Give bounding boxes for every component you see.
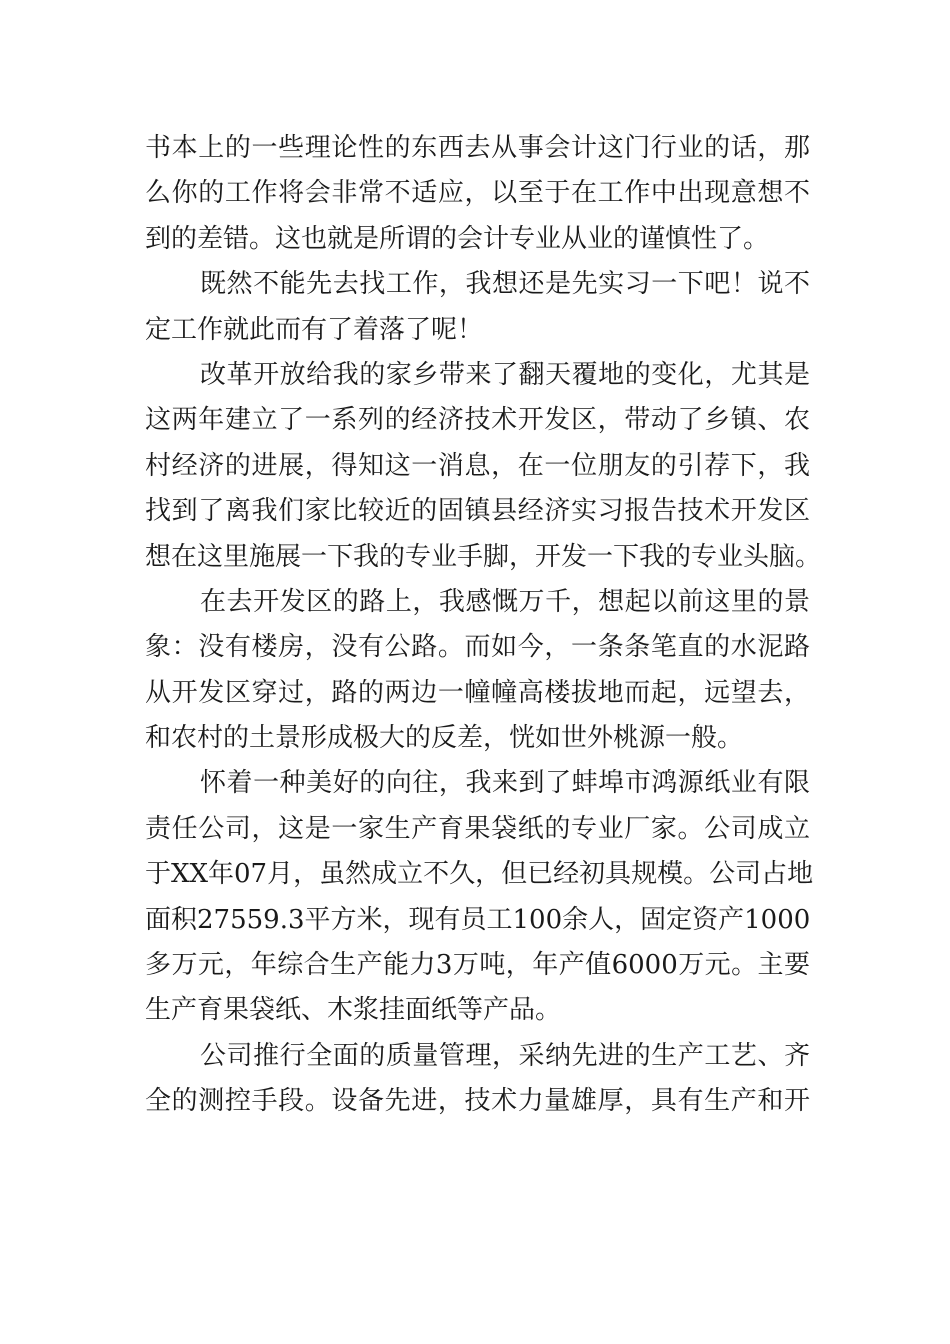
text-line: 找到了离我们家比较近的固镇县经济实习报告技术开发区 [145, 496, 810, 527]
document-body [145, 126, 822, 1125]
text-line: 象：没有楼房，没有公路。而如今，一条条笔直的水泥路 [145, 632, 810, 663]
text-line: 公司推行全面的质量管理，采纳先进的生产工艺、齐 [200, 1040, 810, 1071]
text-line: 在去开发区的路上，我感慨万千，想起以前这里的景 [200, 586, 810, 617]
text-line: 既然不能先去找工作，我想还是先实习一下吧！说不 [200, 269, 810, 300]
text-line: 面积27559.3平方米，现有员工100余人，固定资产1000 [145, 904, 811, 935]
text-line: 书本上的一些理论性的东西去从事会计这门行业的话，那 [145, 133, 810, 163]
text-line: 到的差错。这也就是所谓的会计专业从业的谨慎性了。 [145, 223, 770, 254]
text-line: 村经济的进展，得知这一消息，在一位朋友的引荐下，我 [145, 450, 810, 481]
text-line: 这两年建立了一系列的经济技术开发区，带动了乡镇、农 [145, 405, 810, 436]
text-line: 和农村的土景形成极大的反差，恍如世外桃源一般。 [145, 723, 744, 754]
text-line: 想在这里施展一下我的专业手脚，开发一下我的专业头脑。 [145, 541, 822, 572]
text-line: 定工作就此而有了着落了呢！ [145, 314, 484, 345]
text-line: 责任公司，这是一家生产育果袋纸的专业厂家。公司成立 [145, 813, 810, 844]
text-line: 改革开放给我的家乡带来了翻天覆地的变化，尤其是 [200, 359, 810, 390]
text-line: 生产育果袋纸、木浆挂面纸等产品。 [145, 995, 562, 1026]
text-line: 怀着一种美好的向往，我来到了蚌埠市鸿源纸业有限 [200, 768, 810, 799]
text-line: 于XX年07月，虽然成立不久，但已经初具规模。公司占地 [145, 859, 814, 890]
text-line: 么你的工作将会非常不适应，以至于在工作中出现意想不 [145, 178, 810, 209]
text-line: 多万元，年综合生产能力3万吨，年产值6000万元。主要 [145, 950, 810, 981]
text-line: 全的测控手段。设备先进，技术力量雄厚，具有生产和开 [145, 1086, 810, 1117]
text-line: 从开发区穿过，路的两边一幢幢高楼拔地而起，远望去， [145, 677, 810, 708]
